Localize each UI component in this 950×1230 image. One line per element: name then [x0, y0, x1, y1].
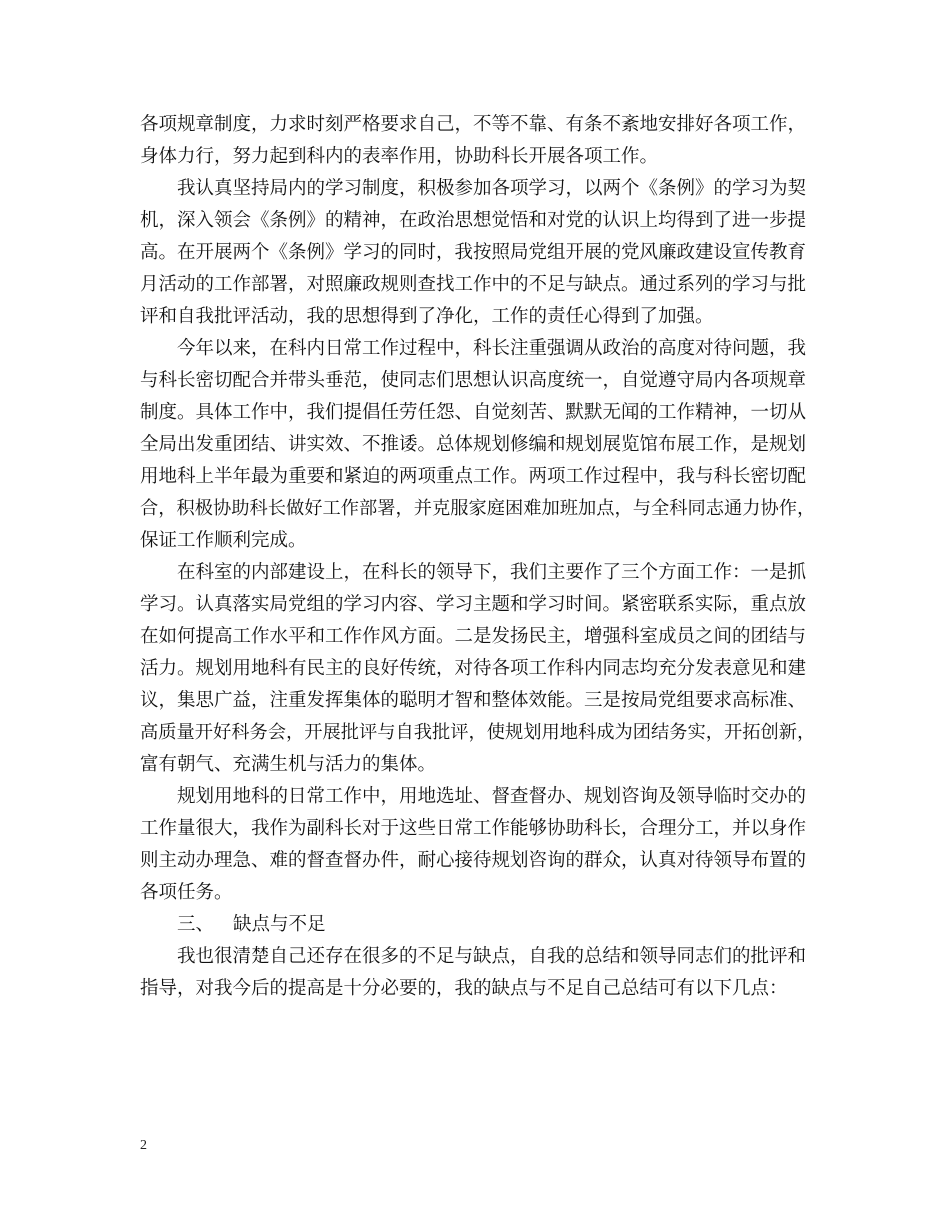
text-line: 我也很清楚自己还存在很多的不足与缺点，自我的总结和领导同志们的批评和	[177, 946, 807, 967]
paragraph-4	[140, 557, 820, 781]
text-line: 制度。具体工作中，我们提倡任劳任怨、自觉刻苦、默默无闻的工作精神，一切从	[140, 402, 807, 423]
text-line: 评和自我批评活动，我的思想得到了净化，工作的责任心得到了加强。	[140, 306, 714, 327]
section-number: 三、	[177, 914, 215, 935]
text-line: 身体力行，努力起到科内的表率作用，协助科长开展各项工作。	[140, 146, 659, 167]
page-number: 2	[140, 1138, 147, 1153]
body-text	[140, 109, 820, 1005]
text-line: 用地科上半年最为重要和紧迫的两项重点工作。两项工作过程中，我与科长密切配	[140, 466, 807, 487]
text-line: 高质量开好科务会，开展批评与自我批评，使规划用地科成为团结务实，开拓创新，	[140, 722, 816, 743]
text-line: 合，积极协助科长做好工作部署，并克服家庭困难加班加点，与全科同志通力协作，	[140, 498, 816, 519]
text-line: 高。在开展两个《条例》学习的同时，我按照局党组开展的党风廉政建设宣传教育	[140, 242, 807, 263]
text-line: 指导，对我今后的提高是十分必要的，我的缺点与不足自己总结可有以下几点：	[140, 978, 788, 999]
text-line: 机，深入领会《条例》的精神，在政治思想觉悟和对党的认识上均得到了进一步提	[140, 210, 807, 231]
section-title: 缺点与不足	[233, 914, 326, 935]
text-line: 保证工作顺利完成。	[140, 530, 307, 551]
text-line: 议，集思广益，注重发挥集体的聪明才智和整体效能。三是按局党组要求高标准、	[140, 690, 807, 711]
text-line: 与科长密切配合并带头垂范，使同志们思想认识高度统一，自觉遵守局内各项规章	[140, 370, 807, 391]
text-line: 各项规章制度，力求时刻严格要求自己，不等不靠、有条不紊地安排好各项工作，	[140, 114, 807, 135]
text-line: 各项任务。	[140, 882, 233, 903]
paragraph-5	[140, 781, 820, 909]
paragraph-3	[140, 333, 820, 557]
paragraph-2	[140, 173, 820, 333]
section-heading	[140, 909, 820, 941]
paragraph-1	[140, 109, 820, 173]
text-line: 在科室的内部建设上，在科长的领导下，我们主要作了三个方面工作：一是抓	[177, 562, 807, 583]
text-line: 我认真坚持局内的学习制度，积极参加各项学习，以两个《条例》的学习为契	[177, 178, 807, 199]
text-line: 在如何提高工作水平和工作作风方面。二是发扬民主，增强科室成员之间的团结与	[140, 626, 807, 647]
text-line: 学习。认真落实局党组的学习内容、学习主题和学习时间。紧密联系实际，重点放	[140, 594, 807, 615]
text-line: 则主动办理急、难的督查督办件，耐心接待规划咨询的群众，认真对待领导布置的	[140, 850, 807, 871]
closing-paragraph	[140, 941, 820, 1005]
text-line: 富有朝气、充满生机与活力的集体。	[140, 754, 437, 775]
text-line: 全局出发重团结、讲实效、不推诿。总体规划修编和规划展览馆布展工作，是规划	[140, 434, 807, 455]
text-line: 工作量很大，我作为副科长对于这些日常工作能够协助科长，合理分工，并以身作	[140, 818, 807, 839]
text-line: 今年以来，在科内日常工作过程中，科长注重强调从政治的高度对待问题，我	[177, 338, 807, 359]
text-line: 活力。规划用地科有民主的良好传统，对待各项工作科内同志均充分发表意见和建	[140, 658, 807, 679]
text-line: 月活动的工作部署，对照廉政规则查找工作中的不足与缺点。通过系列的学习与批	[140, 274, 807, 295]
text-line: 规划用地科的日常工作中，用地选址、督查督办、规划咨询及领导临时交办的	[177, 786, 807, 807]
